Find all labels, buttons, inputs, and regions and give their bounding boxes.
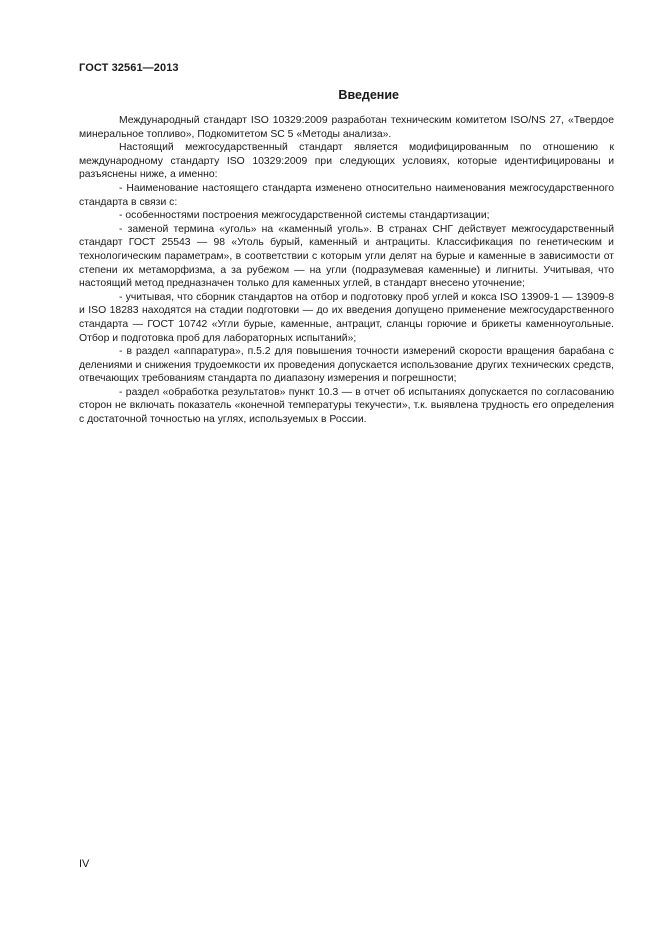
paragraph: - особенностями построения межгосударственной системы стандартизации; — [119, 210, 490, 222]
document-body — [79, 114, 614, 427]
paragraph: - раздел «обработка результатов» пункт 10.3 — в отчет об испытаниях допускается по согласованию сторон не включать показатель «конечной температуры текучести», т.к. выявлена трудность его определения с достаточной точностью на углях, используемых в России. — [79, 386, 614, 426]
document-header: ГОСТ 32561—2013 — [79, 62, 179, 74]
paragraph: Настоящий межгосударственный стандарт является модифицированным по отношению к международному стандарту ISO 10329:2009 при следующих условиях, которые идентифицированы и разъяснены ниже, а именно: — [79, 142, 614, 181]
section-title: Введение — [338, 88, 399, 102]
paragraph: - учитывая, что сборник стандартов на отбор и подготовку проб углей и кокса ISO 13909-1 — 13909-8 и ISO 18283 находятся на стадии подготовки — до их введения допущено применение межгосударственного стандарта — ГОСТ 10742 «Угли бурые, каменные, антрацит, сланцы горючие и брикеты каменноугольные. Отбор и подготовка проб для лабораторных испытаний»; — [79, 291, 614, 344]
paragraph: - Наименование настоящего стандарта изменено относительно наименования межгосударственного стандарта в связи с: — [79, 182, 614, 208]
paragraph: - в раздел «аппаратура», п.5.2 для повышения точности измерений скорости вращения барабана с делениями и снижения трудоемкости их проведения допускается использование других технических средств, отвечающих требованиям стандарта по диапазону измерения и погрешности; — [79, 346, 614, 385]
paragraph: - заменой термина «уголь» на «каменный уголь». В странах СНГ действует межгосударственный стандарт ГОСТ 25543 — 98 «Уголь бурый, каменный и антрациты. Классификация по генетическим и технологическим параметрам», в соответствии с которым угли делят на бурые и каменные в зависимости от степени их метаморфизма, а за рубежом — на угли (подразумевая каменные) и лигниты. Учитывая, что настоящий метод предназначен только для каменных углей, в стандарт внесено уточнение; — [79, 223, 614, 290]
page-number: IV — [79, 858, 90, 870]
paragraph: Международный стандарт ISO 10329:2009 разработан техническим комитетом ISO/NS 27, «Твердое минеральное топливо», Подкомитетом SC 5 «Методы анализа». — [79, 115, 614, 140]
